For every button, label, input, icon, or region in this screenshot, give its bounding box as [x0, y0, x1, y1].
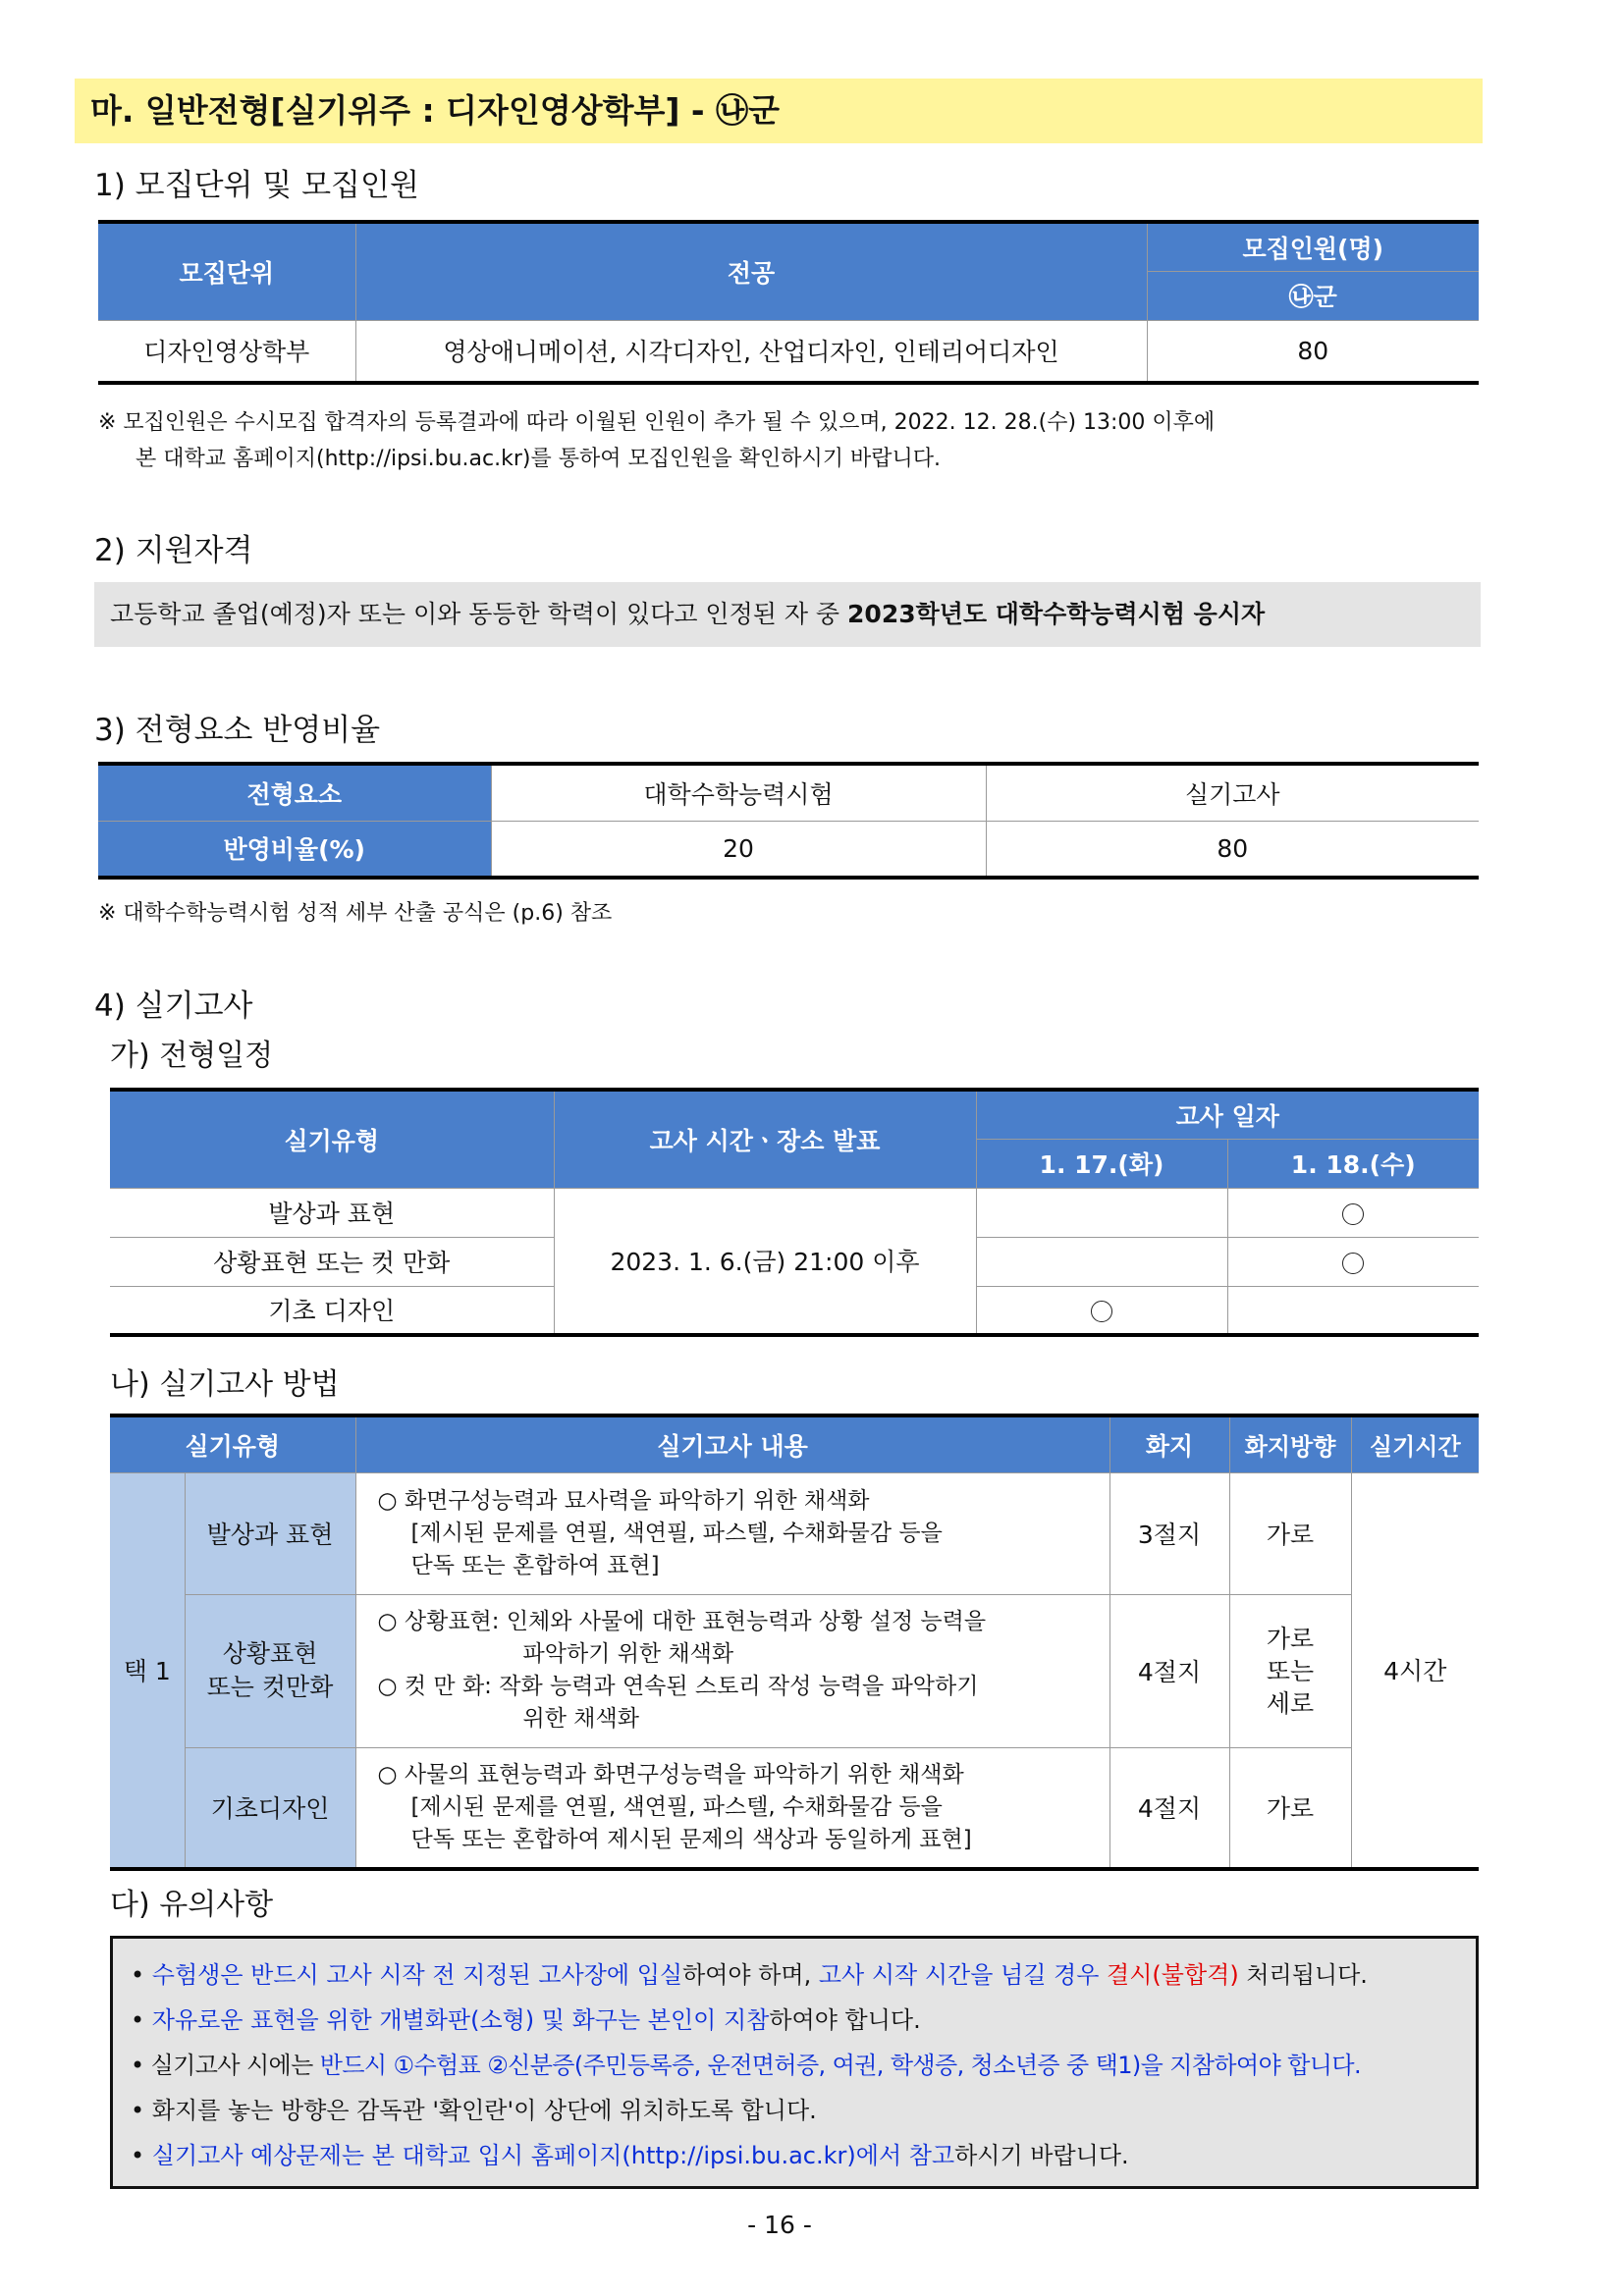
- m-choose: 택 1: [110, 1472, 185, 1869]
- m-col-type: 실기유형: [110, 1415, 355, 1472]
- m-r2-dir2: 또는: [1266, 1656, 1315, 1685]
- sch-row-3: 기초 디자인: [110, 1286, 554, 1335]
- sch-date-1: 1. 17.(화): [976, 1139, 1227, 1188]
- m-r2-line1: ○ 상황표현: 인체와 사물에 대한 표현능력과 상황 설정 능력을: [377, 1609, 987, 1634]
- m-r3-dir: 가로: [1229, 1747, 1351, 1869]
- notice-box: [110, 1936, 1479, 2189]
- m-r2-name2: 또는 컷만화: [206, 1673, 334, 1701]
- sch-row-2: 상황표현 또는 컷 만화: [110, 1237, 554, 1286]
- eligibility-text: 고등학교 졸업(예정)자 또는 이와 동등한 학력이 있다고 인정된 자 중: [110, 600, 848, 628]
- m-r1-line1: ○ 화면구성능력과 묘사력을 파악하기 위한 채색화: [377, 1487, 870, 1514]
- schedule-table: [110, 1088, 1479, 1337]
- s3-note: ※ 대학수학능력시험 성적 세부 산출 공식은 (p.6) 참조: [98, 901, 613, 926]
- sch-col-type: 실기유형: [110, 1090, 554, 1188]
- m-r2-dir1: 가로: [1266, 1624, 1315, 1653]
- m-col-content: 실기고사 내용: [355, 1415, 1109, 1472]
- ratio-h-element: 전형요소: [98, 764, 491, 821]
- m-r2-line4: 위한 채색화: [522, 1706, 639, 1732]
- m-r2-content: [355, 1594, 1109, 1747]
- m-r3-paper: 4절지: [1109, 1747, 1229, 1869]
- m-r2-dir: [1229, 1594, 1351, 1747]
- m-r2-paper: 4절지: [1109, 1594, 1229, 1747]
- m-col-dir: 화지방향: [1229, 1415, 1351, 1472]
- notice-item-3: • 실기고사 시에는 반드시 ①수험표 ②신분증(주민등록증, 운전면허증, 여권, 학생증, 청소년증 중 택1)을 지참하여야 합니다.: [131, 2052, 1361, 2079]
- m-r1-name: 발상과 표현: [185, 1472, 355, 1594]
- m-r3-line3: 단독 또는 혼합하여 제시된 문제의 색상과 동일하게 표현]: [410, 1826, 972, 1852]
- m-time: 4시간: [1351, 1472, 1479, 1869]
- sch-announce: 2023. 1. 6.(금) 21:00 이후: [554, 1188, 976, 1335]
- count-cell: 80: [1147, 320, 1479, 383]
- sch-row-1: 발상과 표현: [110, 1188, 554, 1237]
- col-group: ㉯군: [1147, 271, 1479, 320]
- unit-cell: 디자인영상학부: [98, 320, 355, 383]
- majors-cell: 영상애니메이션, 시각디자인, 산업디자인, 인테리어디자인: [355, 320, 1147, 383]
- col-major: 전공: [355, 222, 1147, 320]
- ratio-table: [98, 762, 1479, 880]
- m-r1-dir: 가로: [1229, 1472, 1351, 1594]
- s1-note-line1: ※ 모집인원은 수시모집 합격자의 등록결과에 따라 이월된 인원이 추가 될 수 있으며, 2022. 12. 28.(수) 13:00 이후에: [98, 410, 1216, 435]
- m-r3-line1: ○ 사물의 표현능력과 화면구성능력을 파악하기 위한 채색화: [377, 1761, 964, 1788]
- page-number: - 16 -: [747, 2211, 812, 2239]
- circle-mark: [1342, 1203, 1364, 1225]
- m-col-time: 실기시간: [1351, 1415, 1479, 1472]
- ratio-csat: 20: [491, 821, 986, 878]
- notice-item-5: • 실기고사 예상문제는 본 대학교 입시 홈페이지(http://ipsi.bu.ac.kr)에서 참고하시기 바랍니다.: [131, 2142, 1129, 2169]
- section-header: 마. 일반전형[실기위주 : 디자인영상학부] - ㉯군: [75, 79, 1483, 143]
- sch-col-announce: 고사 시간ㆍ장소 발표: [554, 1090, 976, 1188]
- m-r1-paper: 3절지: [1109, 1472, 1229, 1594]
- ratio-h-practical: 실기고사: [986, 764, 1479, 821]
- recruit-table: [98, 220, 1479, 385]
- ratio-practical: 80: [986, 821, 1479, 878]
- m-r2-dir3: 세로: [1266, 1688, 1315, 1718]
- col-count: 모집인원(명): [1147, 222, 1479, 271]
- m-r2-name1: 상황표현: [222, 1639, 318, 1668]
- m-col-paper: 화지: [1109, 1415, 1229, 1472]
- section-1-title: 1) 모집단위 및 모집인원: [94, 168, 419, 203]
- da-title: 다) 유의사항: [110, 1888, 274, 1922]
- m-r1-line2: [제시된 문제를 연필, 색연필, 파스텔, 수채화물감 등을: [410, 1520, 943, 1546]
- notice-item-4: • 화지를 놓는 방향은 감독관 '확인란'이 상단에 위치하도록 합니다.: [131, 2097, 817, 2124]
- m-r2-line3: ○ 컷 만 화: 작화 능력과 연속된 스토리 작성 능력을 파악하기: [377, 1674, 979, 1699]
- sch-date-2: 1. 18.(수): [1227, 1139, 1479, 1188]
- notice-item-2: • 자유로운 표현을 위한 개별화판(소형) 및 화구는 본인이 지참하여야 합니다.: [131, 2006, 921, 2034]
- m-r1-content: [355, 1472, 1109, 1594]
- circle-mark: [1342, 1253, 1364, 1274]
- m-r2-line2: 파악하기 위한 채색화: [522, 1641, 734, 1667]
- col-unit: 모집단위: [98, 222, 355, 320]
- m-r1-line3: 단독 또는 혼합하여 표현]: [410, 1552, 660, 1578]
- ratio-h-csat: 대학수학능력시험: [491, 764, 986, 821]
- m-r3-line2: [제시된 문제를 연필, 색연필, 파스텔, 수채화물감 등을: [410, 1793, 943, 1820]
- ratio-label: 반영비율(%): [98, 821, 491, 878]
- section-3-title: 3) 전형요소 반영비율: [94, 713, 381, 748]
- section-4-title: 4) 실기고사: [94, 988, 253, 1024]
- m-r2-name: [185, 1594, 355, 1747]
- section-2-title: 2) 지원자격: [94, 533, 253, 568]
- m-r3-name: 기초디자인: [185, 1747, 355, 1869]
- sch-col-date: 고사 일자: [976, 1090, 1479, 1139]
- notice-item-1: • 수험생은 반드시 고사 시작 전 지정된 고사장에 입실하여야 하며, 고사 시작 시간을 넘길 경우 결시(불합격) 처리됩니다.: [131, 1961, 1368, 1989]
- m-r3-content: [355, 1747, 1109, 1869]
- eligibility-bold: 2023학년도 대학수학능력시험 응시자: [847, 600, 1266, 628]
- eligibility-box: [94, 582, 1481, 647]
- circle-mark: [1091, 1301, 1112, 1322]
- ga-title: 가) 전형일정: [110, 1039, 274, 1073]
- method-table: [110, 1414, 1479, 1871]
- s1-note-line2: 본 대학교 홈페이지(http://ipsi.bu.ac.kr)를 통하여 모집인원을 확인하시기 바랍니다.: [135, 447, 941, 471]
- na-title: 나) 실기고사 방법: [110, 1367, 340, 1402]
